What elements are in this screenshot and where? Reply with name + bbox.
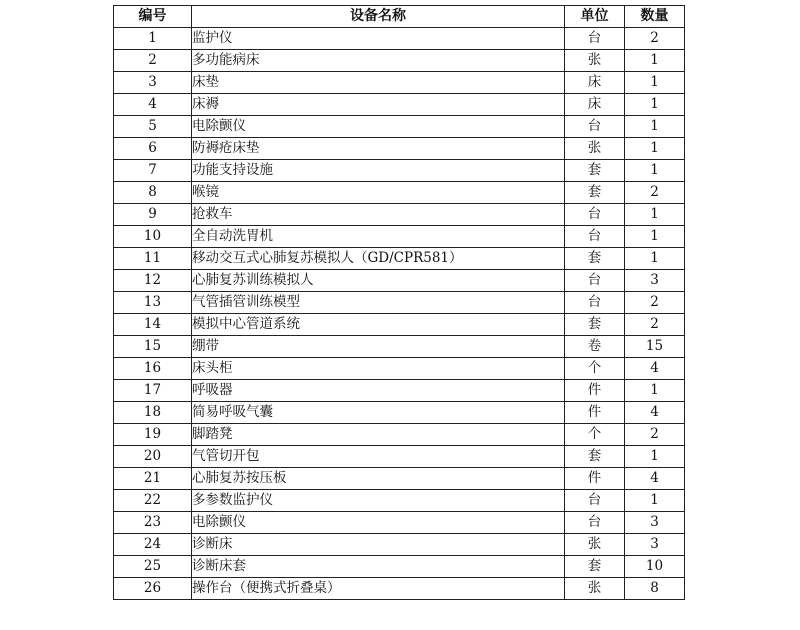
cell-no: 9 bbox=[114, 204, 192, 226]
table-row bbox=[114, 50, 685, 72]
table-row bbox=[114, 72, 685, 94]
cell-unit: 台 bbox=[565, 292, 625, 314]
cell-qty: 1 bbox=[625, 116, 685, 138]
cell-no: 21 bbox=[114, 468, 192, 490]
cell-unit: 套 bbox=[565, 556, 625, 578]
cell-no: 2 bbox=[114, 50, 192, 72]
cell-no: 11 bbox=[114, 248, 192, 270]
cell-no: 24 bbox=[114, 534, 192, 556]
table-row bbox=[114, 556, 685, 578]
cell-no: 6 bbox=[114, 138, 192, 160]
cell-unit: 台 bbox=[565, 28, 625, 50]
cell-unit: 张 bbox=[565, 534, 625, 556]
cell-no: 20 bbox=[114, 446, 192, 468]
cell-name: 诊断床套 bbox=[192, 556, 565, 578]
table-row bbox=[114, 248, 685, 270]
cell-name: 多功能病床 bbox=[192, 50, 565, 72]
cell-unit: 台 bbox=[565, 204, 625, 226]
cell-no: 17 bbox=[114, 380, 192, 402]
cell-qty: 2 bbox=[625, 424, 685, 446]
header-name: 设备名称 bbox=[192, 6, 565, 28]
cell-unit: 床 bbox=[565, 72, 625, 94]
cell-qty: 2 bbox=[625, 314, 685, 336]
cell-no: 7 bbox=[114, 160, 192, 182]
cell-no: 8 bbox=[114, 182, 192, 204]
cell-no: 18 bbox=[114, 402, 192, 424]
cell-qty: 1 bbox=[625, 446, 685, 468]
cell-unit: 套 bbox=[565, 446, 625, 468]
cell-name: 心肺复苏训练模拟人 bbox=[192, 270, 565, 292]
cell-unit: 台 bbox=[565, 270, 625, 292]
cell-unit: 个 bbox=[565, 358, 625, 380]
cell-unit: 套 bbox=[565, 248, 625, 270]
cell-unit: 台 bbox=[565, 226, 625, 248]
table-row bbox=[114, 468, 685, 490]
cell-name: 防褥疮床垫 bbox=[192, 138, 565, 160]
cell-qty: 1 bbox=[625, 380, 685, 402]
cell-qty: 1 bbox=[625, 248, 685, 270]
cell-name: 气管切开包 bbox=[192, 446, 565, 468]
table-row bbox=[114, 490, 685, 512]
table-row bbox=[114, 28, 685, 50]
cell-name: 监护仪 bbox=[192, 28, 565, 50]
cell-qty: 1 bbox=[625, 94, 685, 116]
table-row bbox=[114, 116, 685, 138]
table-row bbox=[114, 512, 685, 534]
header-no: 编号 bbox=[114, 6, 192, 28]
cell-unit: 件 bbox=[565, 468, 625, 490]
cell-name: 简易呼吸气囊 bbox=[192, 402, 565, 424]
cell-name: 喉镜 bbox=[192, 182, 565, 204]
cell-name: 全自动洗胃机 bbox=[192, 226, 565, 248]
table-row bbox=[114, 94, 685, 116]
cell-name: 诊断床 bbox=[192, 534, 565, 556]
header-unit: 单位 bbox=[565, 6, 625, 28]
cell-unit: 床 bbox=[565, 94, 625, 116]
table-row bbox=[114, 578, 685, 600]
table-row bbox=[114, 138, 685, 160]
cell-qty: 15 bbox=[625, 336, 685, 358]
cell-qty: 1 bbox=[625, 50, 685, 72]
cell-no: 13 bbox=[114, 292, 192, 314]
cell-qty: 2 bbox=[625, 182, 685, 204]
table-row bbox=[114, 160, 685, 182]
cell-no: 19 bbox=[114, 424, 192, 446]
cell-name: 功能支持设施 bbox=[192, 160, 565, 182]
cell-name: 模拟中心管道系统 bbox=[192, 314, 565, 336]
table-row bbox=[114, 204, 685, 226]
cell-no: 4 bbox=[114, 94, 192, 116]
table-row bbox=[114, 446, 685, 468]
cell-no: 5 bbox=[114, 116, 192, 138]
table-body bbox=[114, 28, 685, 600]
header-qty: 数量 bbox=[625, 6, 685, 28]
cell-qty: 8 bbox=[625, 578, 685, 600]
cell-no: 12 bbox=[114, 270, 192, 292]
cell-name: 多参数监护仪 bbox=[192, 490, 565, 512]
cell-unit: 卷 bbox=[565, 336, 625, 358]
cell-name: 床头柜 bbox=[192, 358, 565, 380]
cell-no: 16 bbox=[114, 358, 192, 380]
table-row bbox=[114, 424, 685, 446]
table-row bbox=[114, 336, 685, 358]
cell-qty: 4 bbox=[625, 358, 685, 380]
cell-unit: 张 bbox=[565, 50, 625, 72]
cell-qty: 1 bbox=[625, 138, 685, 160]
cell-no: 26 bbox=[114, 578, 192, 600]
equipment-table bbox=[113, 5, 685, 600]
cell-qty: 4 bbox=[625, 402, 685, 424]
cell-unit: 套 bbox=[565, 314, 625, 336]
cell-no: 1 bbox=[114, 28, 192, 50]
cell-unit: 套 bbox=[565, 160, 625, 182]
cell-no: 10 bbox=[114, 226, 192, 248]
cell-qty: 1 bbox=[625, 72, 685, 94]
cell-unit: 台 bbox=[565, 512, 625, 534]
cell-no: 14 bbox=[114, 314, 192, 336]
cell-qty: 1 bbox=[625, 226, 685, 248]
cell-unit: 件 bbox=[565, 380, 625, 402]
cell-no: 3 bbox=[114, 72, 192, 94]
cell-qty: 10 bbox=[625, 556, 685, 578]
cell-unit: 套 bbox=[565, 182, 625, 204]
table-row bbox=[114, 226, 685, 248]
cell-unit: 件 bbox=[565, 402, 625, 424]
cell-name: 床垫 bbox=[192, 72, 565, 94]
table-row bbox=[114, 314, 685, 336]
cell-qty: 3 bbox=[625, 512, 685, 534]
table-row bbox=[114, 358, 685, 380]
table-row bbox=[114, 380, 685, 402]
cell-name: 操作台（便携式折叠桌） bbox=[192, 578, 565, 600]
cell-qty: 1 bbox=[625, 204, 685, 226]
cell-qty: 1 bbox=[625, 490, 685, 512]
cell-name: 脚踏凳 bbox=[192, 424, 565, 446]
cell-name: 心肺复苏按压板 bbox=[192, 468, 565, 490]
cell-no: 25 bbox=[114, 556, 192, 578]
cell-no: 22 bbox=[114, 490, 192, 512]
cell-qty: 1 bbox=[625, 160, 685, 182]
cell-unit: 个 bbox=[565, 424, 625, 446]
cell-name: 电除颤仪 bbox=[192, 512, 565, 534]
table-row bbox=[114, 292, 685, 314]
cell-no: 15 bbox=[114, 336, 192, 358]
cell-name: 抢救车 bbox=[192, 204, 565, 226]
cell-qty: 4 bbox=[625, 468, 685, 490]
table-row bbox=[114, 182, 685, 204]
cell-unit: 台 bbox=[565, 116, 625, 138]
table-row bbox=[114, 270, 685, 292]
cell-name: 电除颤仪 bbox=[192, 116, 565, 138]
cell-qty: 3 bbox=[625, 534, 685, 556]
table-header bbox=[114, 6, 685, 28]
cell-qty: 2 bbox=[625, 292, 685, 314]
cell-qty: 3 bbox=[625, 270, 685, 292]
cell-name: 气管插管训练模型 bbox=[192, 292, 565, 314]
cell-name: 移动交互式心肺复苏模拟人（GD/CPR581） bbox=[192, 248, 565, 270]
header-row bbox=[114, 6, 685, 28]
cell-qty: 2 bbox=[625, 28, 685, 50]
cell-no: 23 bbox=[114, 512, 192, 534]
cell-name: 绷带 bbox=[192, 336, 565, 358]
cell-unit: 张 bbox=[565, 578, 625, 600]
table-row bbox=[114, 402, 685, 424]
cell-name: 床褥 bbox=[192, 94, 565, 116]
cell-unit: 张 bbox=[565, 138, 625, 160]
cell-name: 呼吸器 bbox=[192, 380, 565, 402]
cell-unit: 台 bbox=[565, 490, 625, 512]
table-row bbox=[114, 534, 685, 556]
